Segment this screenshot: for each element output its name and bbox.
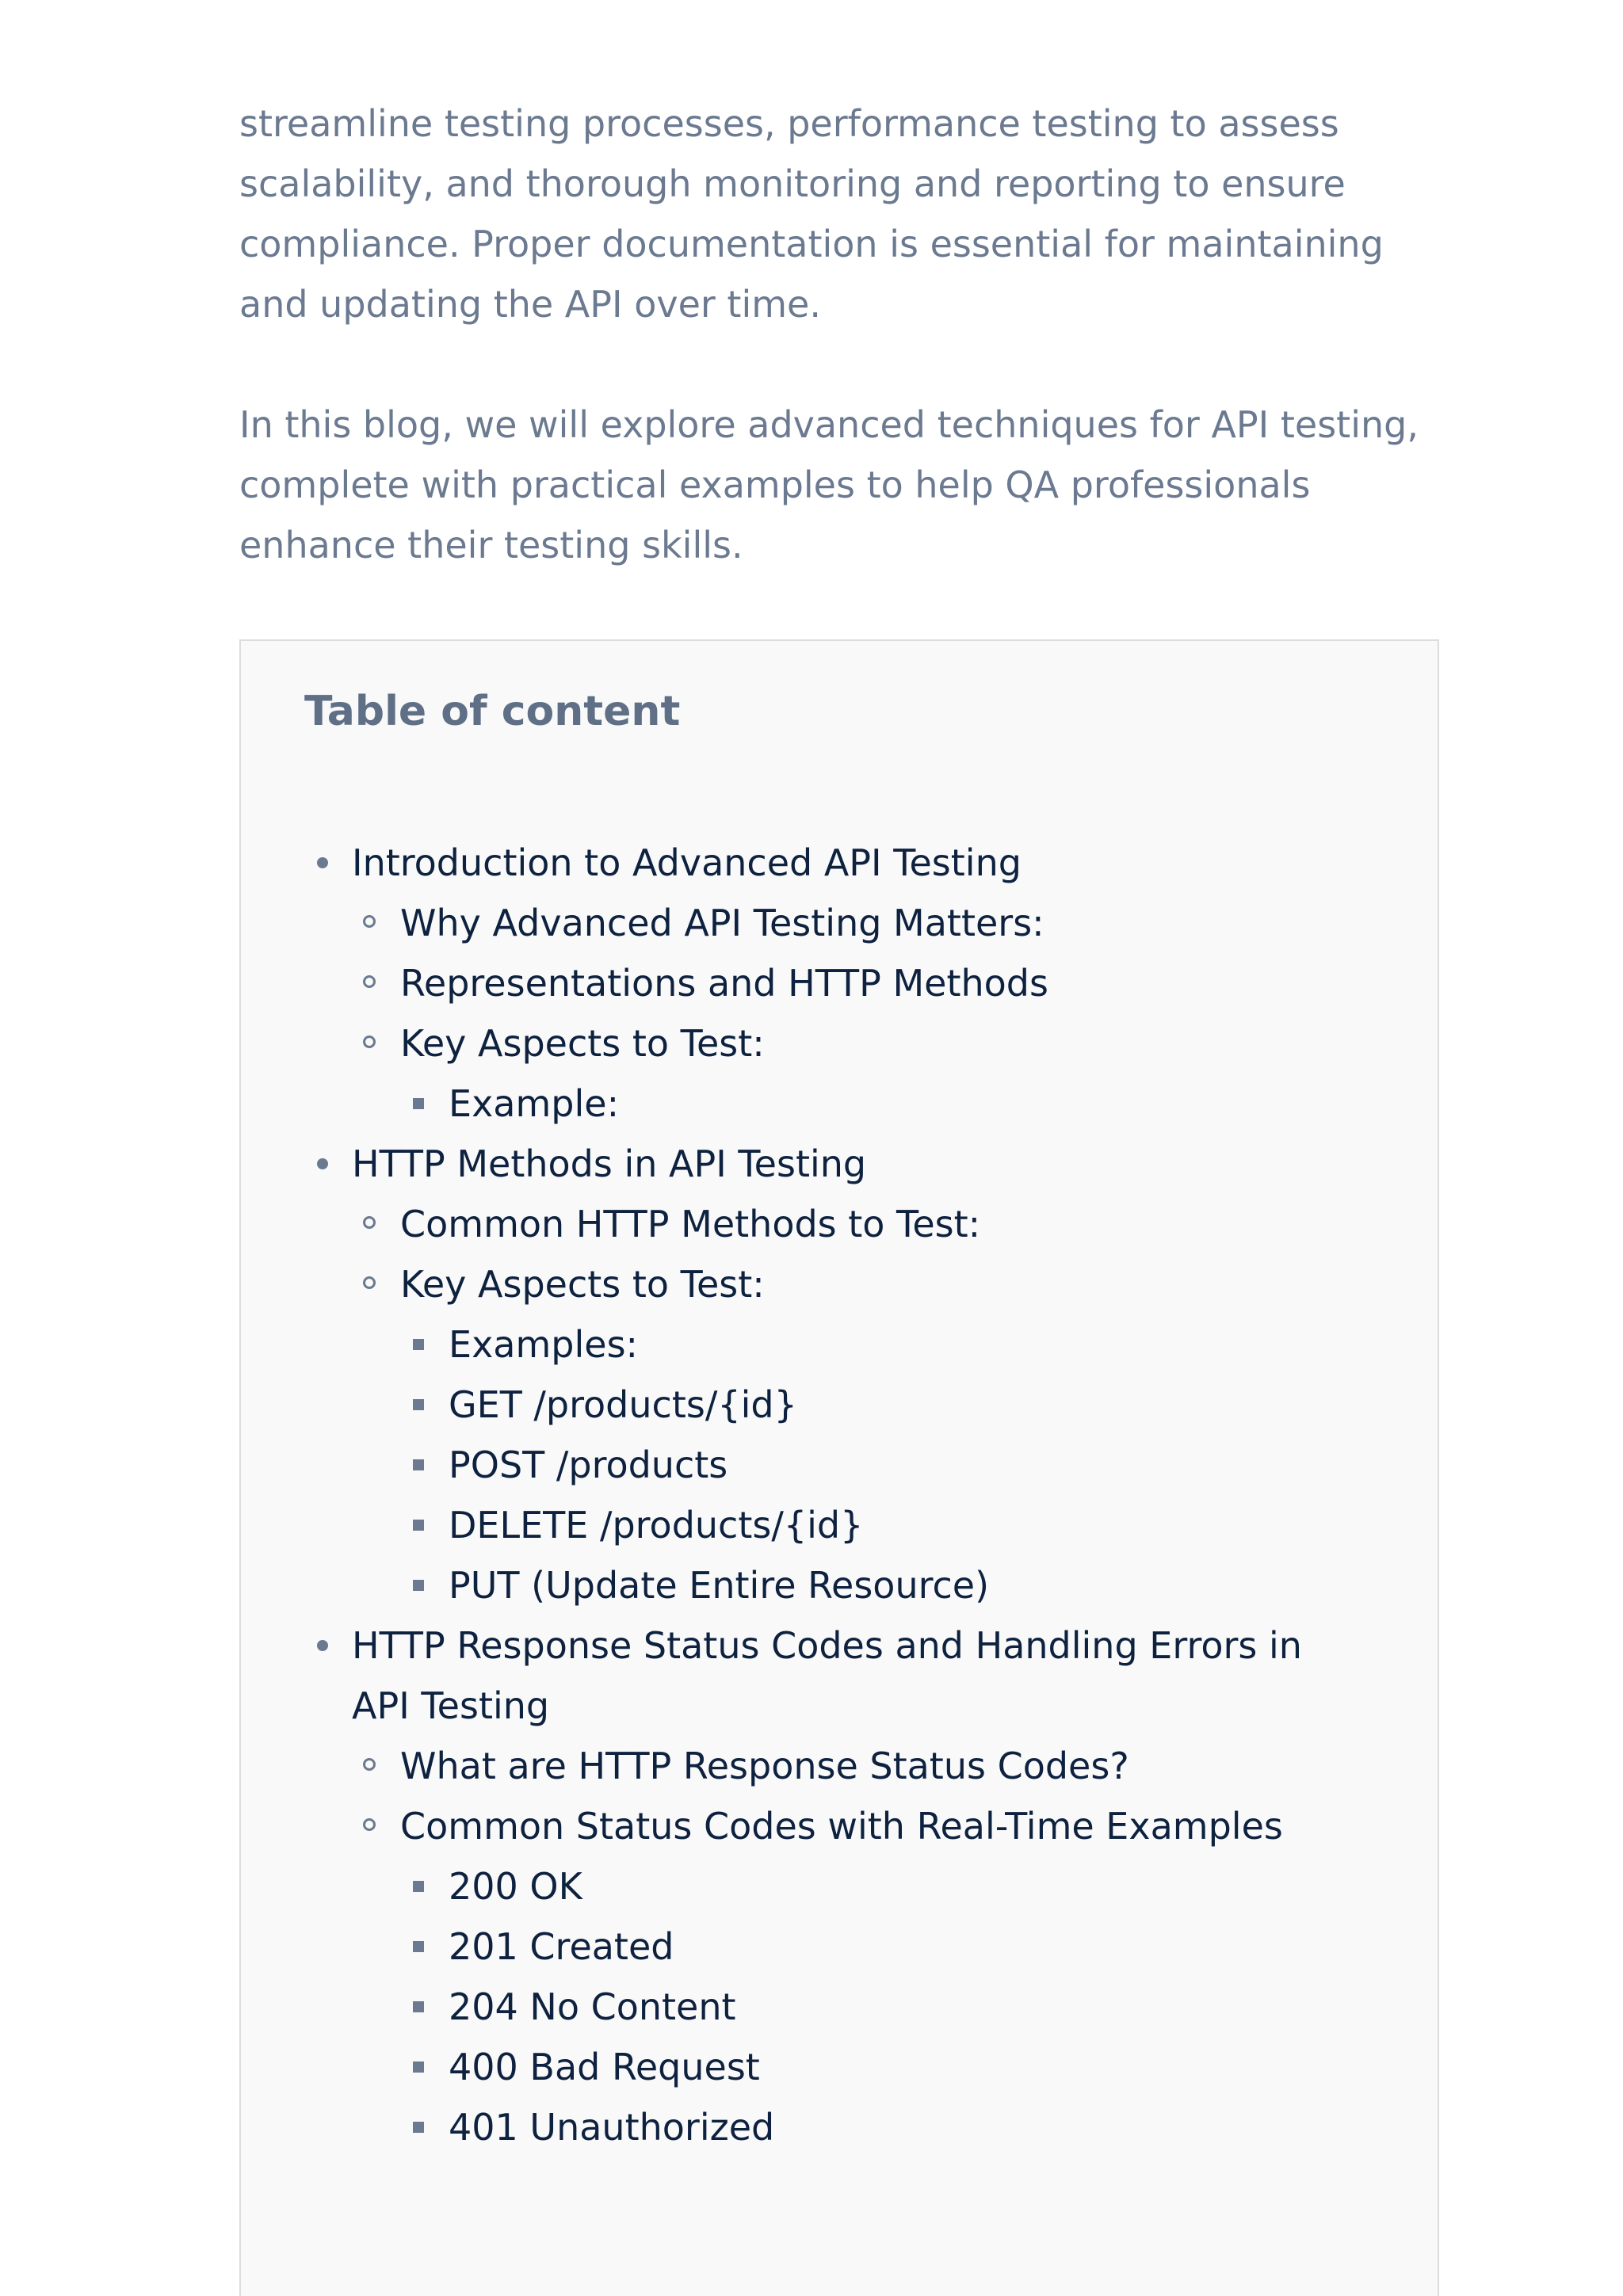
toc-sublist	[352, 1194, 1441, 1615]
circle-bullet-icon	[363, 915, 376, 928]
toc-subsubsection	[400, 1375, 1441, 1435]
toc-subsubsection	[400, 1314, 1441, 1375]
toc-subsublist	[400, 1856, 1441, 2157]
toc-link[interactable]: 200 OK	[449, 1865, 582, 1908]
toc-subsection	[352, 1013, 1441, 1134]
square-bullet-icon	[413, 1459, 424, 1470]
toc-subsubsection	[400, 1977, 1441, 2037]
circle-bullet-icon	[363, 1758, 376, 1771]
square-bullet-icon	[413, 2061, 424, 2073]
square-bullet-icon	[413, 2122, 424, 2133]
toc-link[interactable]: Key Aspects to Test:	[400, 1263, 765, 1306]
square-bullet-icon	[413, 1399, 424, 1410]
toc-subsubsection	[400, 1856, 1441, 1917]
toc-sublist	[352, 1736, 1441, 2157]
toc-subsection	[352, 953, 1441, 1013]
toc-link[interactable]: Key Aspects to Test:	[400, 1022, 765, 1065]
intro-paragraph-2: In this blog, we will explore advanced techniques for API testing, complete with practical examples to help QA professionals enhance their testing skills.	[239, 403, 1419, 566]
toc-link[interactable]: Representations and HTTP Methods	[400, 962, 1048, 1005]
toc-subsection	[352, 1796, 1441, 2157]
square-bullet-icon	[413, 1339, 424, 1350]
circle-bullet-icon	[363, 1818, 376, 1831]
toc-subsubsection	[400, 1555, 1441, 1615]
toc-subsection	[352, 893, 1441, 953]
toc-link[interactable]: What are HTTP Response Status Codes?	[400, 1745, 1129, 1787]
square-bullet-icon	[413, 1098, 424, 1109]
circle-bullet-icon	[363, 1276, 376, 1289]
toc-subsection	[352, 1736, 1441, 1796]
circle-bullet-icon	[363, 1035, 376, 1048]
toc-link[interactable]: Introduction to Advanced API Testing	[352, 841, 1022, 884]
toc-link[interactable]: Why Advanced API Testing Matters:	[400, 902, 1044, 944]
toc-title: Table of content	[304, 688, 681, 735]
intro-text	[239, 93, 1444, 575]
toc-link[interactable]: GET /products/{id}	[449, 1383, 797, 1426]
toc-link[interactable]: 400 Bad Request	[449, 2046, 760, 2088]
toc-list	[241, 833, 1441, 2157]
toc-link[interactable]: POST /products	[449, 1444, 728, 1486]
toc-subsubsection	[400, 1917, 1441, 1977]
toc-subsubsection	[400, 2037, 1441, 2097]
toc-link[interactable]: Common Status Codes with Real-Time Examples	[400, 1805, 1283, 1848]
toc-link[interactable]: Example:	[449, 1082, 620, 1125]
toc-subsubsection	[400, 1495, 1441, 1555]
disc-bullet-icon	[317, 1158, 328, 1169]
toc-subsection	[352, 1254, 1441, 1615]
toc-link[interactable]: PUT (Update Entire Resource)	[449, 1564, 990, 1607]
toc-sublist	[352, 893, 1441, 1134]
square-bullet-icon	[413, 2001, 424, 2012]
toc-subsubsection	[400, 1074, 1441, 1134]
toc-subsublist	[400, 1314, 1441, 1615]
toc-link[interactable]: HTTP Methods in API Testing	[352, 1142, 867, 1185]
disc-bullet-icon	[317, 857, 328, 868]
toc-subsubsection	[400, 1435, 1441, 1495]
disc-bullet-icon	[317, 1640, 328, 1651]
circle-bullet-icon	[363, 975, 376, 988]
toc-section	[241, 1615, 1441, 2157]
toc-link[interactable]: Common HTTP Methods to Test:	[400, 1203, 981, 1245]
toc-link[interactable]: 204 No Content	[449, 1985, 736, 2028]
toc-link[interactable]: 401 Unauthorized	[449, 2106, 775, 2149]
table-of-contents	[239, 639, 1439, 2296]
toc-subsection	[352, 1194, 1441, 1254]
toc-link[interactable]: HTTP Response Status Codes and Handling Errors in API Testing	[352, 1624, 1302, 1727]
circle-bullet-icon	[363, 1216, 376, 1229]
square-bullet-icon	[413, 1941, 424, 1952]
square-bullet-icon	[413, 1580, 424, 1591]
toc-link[interactable]: DELETE /products/{id}	[449, 1504, 864, 1547]
square-bullet-icon	[413, 1881, 424, 1892]
toc-section	[241, 1134, 1441, 1615]
toc-link[interactable]: Examples:	[449, 1323, 639, 1366]
toc-link[interactable]: 201 Created	[449, 1925, 674, 1968]
toc-subsublist	[400, 1074, 1441, 1134]
square-bullet-icon	[413, 1520, 424, 1531]
toc-section	[241, 833, 1441, 1134]
intro-paragraph-1: streamline testing processes, performance testing to assess scalability, and thorough monitoring and reporting to ensure compliance. Proper documentation is essential for maintaining and updating the API over time.	[239, 102, 1384, 326]
toc-subsubsection	[400, 2097, 1441, 2157]
